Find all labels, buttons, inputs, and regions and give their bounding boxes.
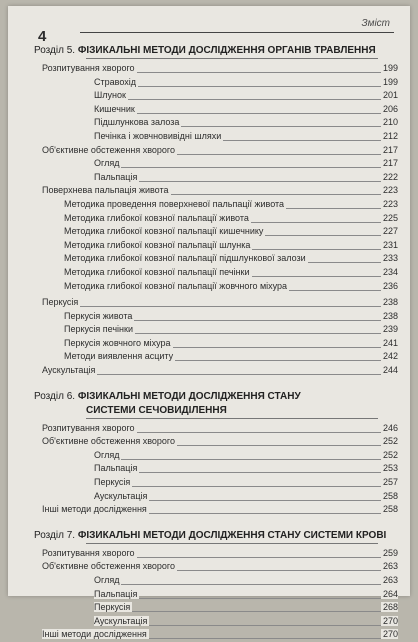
toc-entry bbox=[34, 252, 398, 266]
toc-entry-title: Огляд bbox=[94, 575, 120, 585]
toc-entry bbox=[34, 615, 398, 629]
toc-entry-title: Методика проведення поверхневої пальпації живота bbox=[64, 198, 285, 209]
toc-entry-title: Інші методи дослідження bbox=[42, 504, 147, 515]
toc-entry bbox=[34, 103, 398, 117]
section-heading bbox=[34, 390, 398, 418]
toc-page-number: 212 bbox=[382, 130, 398, 141]
dot-leader bbox=[134, 320, 382, 321]
toc-entry-title: Методика глибокої ковзної пальпації підшлункової залози bbox=[64, 253, 306, 264]
toc-entry bbox=[34, 449, 398, 463]
dot-leader bbox=[139, 181, 382, 182]
section-title: ФІЗИКАЛЬНІ МЕТОДИ ДОСЛІДЖЕННЯ СТАНУ СИСТЕМИ КРОВІ bbox=[77, 529, 387, 541]
toc-page-number: 225 bbox=[382, 212, 398, 223]
toc-entry bbox=[34, 280, 398, 294]
toc-page-number: 199 bbox=[382, 63, 398, 73]
running-title: Зміст bbox=[361, 18, 390, 29]
toc-page-number: 264 bbox=[382, 588, 398, 599]
toc-page-number: 227 bbox=[382, 226, 398, 237]
toc-entry-title: Методика глибокої ковзної пальпації шлунка bbox=[64, 239, 251, 250]
section-label: Розділ 6. bbox=[34, 390, 76, 402]
toc-entry-title: Аускультація bbox=[42, 365, 96, 376]
toc-entry bbox=[34, 225, 398, 239]
toc-entry-title: Аускультація bbox=[94, 490, 148, 501]
toc-page-number: 242 bbox=[382, 351, 398, 362]
toc-entry-title: Методика глибокої ковзної пальпації жовчного міхура bbox=[64, 280, 288, 291]
toc-entry bbox=[34, 296, 398, 310]
toc-entry bbox=[34, 89, 398, 103]
toc-entry-title: Пальпація bbox=[94, 588, 138, 599]
toc-page-number: 258 bbox=[382, 490, 398, 501]
toc-entry-title: Методика глибокої ковзної пальпації печінки bbox=[64, 266, 250, 277]
toc-page-number: 238 bbox=[382, 297, 398, 308]
section-title: ФІЗИКАЛЬНІ МЕТОДИ ДОСЛІДЖЕННЯ ОРГАНІВ ТРАВЛЕННЯ bbox=[77, 45, 376, 56]
toc-page-number: 244 bbox=[382, 365, 398, 376]
toc-entry-title: Кишечник bbox=[94, 103, 135, 114]
toc-page-number: 270 bbox=[382, 615, 398, 626]
toc-page-number: 234 bbox=[382, 266, 398, 277]
toc-entry bbox=[34, 171, 398, 185]
dot-leader bbox=[149, 500, 382, 501]
toc-entry bbox=[34, 62, 398, 76]
dot-leader bbox=[251, 222, 382, 223]
dot-leader bbox=[149, 513, 382, 514]
dot-leader bbox=[177, 445, 382, 446]
toc-entry bbox=[34, 212, 398, 226]
toc-page-number: 270 bbox=[382, 629, 398, 640]
toc-page-number: 223 bbox=[382, 198, 398, 209]
toc-page-number: 210 bbox=[382, 117, 398, 128]
toc-page-number: 246 bbox=[382, 422, 398, 433]
dot-leader bbox=[223, 140, 382, 141]
toc-page-number: 258 bbox=[382, 504, 398, 515]
dot-leader bbox=[149, 638, 382, 639]
toc-entry-title: Огляд bbox=[94, 449, 120, 460]
section-underline bbox=[86, 543, 378, 544]
toc-page-number: 223 bbox=[382, 185, 398, 196]
toc-entry-title: Перкусія жовчного міхура bbox=[64, 337, 171, 348]
toc-page-number: 231 bbox=[382, 239, 398, 250]
toc-entry-title: Аускультація bbox=[94, 615, 148, 626]
toc-entry-title: Перкусія живота bbox=[64, 310, 133, 321]
toc-entry-title: Інші методи дослідження bbox=[42, 629, 147, 640]
toc-entry-title: Методика глибокої ковзної пальпації живота bbox=[64, 212, 249, 223]
toc-page-number: 252 bbox=[382, 436, 398, 447]
toc-entry bbox=[34, 364, 398, 378]
toc-entry bbox=[34, 574, 398, 588]
toc-entry-title: Розпитування хворого bbox=[42, 547, 135, 558]
toc-page-number: 217 bbox=[382, 144, 398, 155]
header-rule bbox=[80, 32, 394, 33]
toc-entry bbox=[34, 337, 398, 351]
toc-page-number: 268 bbox=[382, 602, 398, 613]
dot-leader bbox=[265, 235, 382, 236]
toc-entry-title: Перкусія bbox=[42, 297, 79, 308]
dot-leader bbox=[286, 208, 382, 209]
dot-leader bbox=[135, 333, 382, 334]
section-title-continued: СИСТЕМИ СЕЧОВИДІЛЕННЯ bbox=[86, 404, 227, 416]
dot-leader bbox=[171, 194, 382, 195]
toc-page-number: 199 bbox=[382, 76, 398, 87]
toc-entry-title: Об'єктивне обстеження хворого bbox=[42, 144, 176, 155]
toc-page-number: 222 bbox=[382, 171, 398, 182]
dot-leader bbox=[252, 276, 382, 277]
dot-leader bbox=[97, 374, 382, 375]
section-underline bbox=[86, 418, 378, 419]
toc-entry bbox=[34, 560, 398, 574]
toc-page-number: 241 bbox=[382, 337, 398, 348]
toc-page-number: 233 bbox=[382, 253, 398, 264]
dot-leader bbox=[137, 113, 382, 114]
dot-leader bbox=[252, 249, 382, 250]
toc-entry-title: Підшлункова залоза bbox=[94, 117, 180, 128]
dot-leader bbox=[128, 99, 382, 100]
toc-entry bbox=[34, 490, 398, 504]
toc-entry-title: Об'єктивне обстеження хворого bbox=[42, 561, 176, 572]
dot-leader bbox=[181, 126, 382, 127]
dot-leader bbox=[121, 167, 382, 168]
toc-entry-title: Перкусія bbox=[94, 602, 131, 613]
section-label: Розділ 5. bbox=[34, 45, 76, 56]
toc-entry-title: Огляд bbox=[94, 158, 120, 169]
toc-entry-title: Печінка і жовчновивідні шляхи bbox=[94, 130, 222, 141]
section-heading bbox=[34, 529, 398, 543]
dot-leader bbox=[139, 598, 382, 599]
toc-page-number: 206 bbox=[382, 103, 398, 114]
toc-page-number: 259 bbox=[382, 547, 398, 558]
toc-entry bbox=[34, 547, 398, 561]
toc-entry-title: Методи виявлення асциту bbox=[64, 351, 174, 362]
toc-entry bbox=[34, 601, 398, 615]
toc-entry bbox=[34, 144, 398, 158]
dot-leader bbox=[80, 306, 382, 307]
dot-leader bbox=[175, 360, 382, 361]
dot-leader bbox=[149, 625, 382, 626]
toc-page-number: 238 bbox=[382, 310, 398, 321]
section-label: Розділ 7. bbox=[34, 529, 76, 541]
dot-leader bbox=[177, 154, 382, 155]
dot-leader bbox=[173, 347, 382, 348]
page-header bbox=[8, 6, 410, 44]
toc-entry bbox=[34, 422, 398, 436]
toc-entry-title: Стравохід bbox=[94, 76, 136, 87]
section-title: ФІЗИКАЛЬНІ МЕТОДИ ДОСЛІДЖЕННЯ СТАНУ bbox=[77, 390, 301, 402]
toc-entry-title: Методика глибокої ковзної пальпації кишечнику bbox=[64, 226, 264, 237]
dot-leader bbox=[132, 611, 382, 612]
toc-entry bbox=[34, 239, 398, 253]
dot-leader bbox=[132, 486, 382, 487]
toc-page-number: 217 bbox=[382, 158, 398, 169]
toc-entry bbox=[34, 198, 398, 212]
dot-leader bbox=[137, 557, 382, 558]
toc-entry-title: Шлунок bbox=[94, 90, 126, 101]
toc-entry bbox=[34, 266, 398, 280]
toc-page-number: 253 bbox=[382, 463, 398, 474]
toc-entry bbox=[34, 588, 398, 602]
book-page bbox=[8, 6, 410, 640]
toc-page-number: 263 bbox=[382, 561, 398, 572]
toc-entry bbox=[34, 435, 398, 449]
table-of-contents bbox=[34, 44, 398, 642]
toc-entry-title: Перкусія печінки bbox=[64, 324, 133, 335]
toc-entry-title: Розпитування хворого bbox=[42, 422, 135, 433]
toc-entry bbox=[34, 76, 398, 90]
toc-entry bbox=[34, 503, 398, 517]
toc-page-number: 201 bbox=[382, 90, 398, 101]
toc-entry bbox=[34, 628, 398, 642]
dot-leader bbox=[138, 86, 382, 87]
dot-leader bbox=[139, 472, 382, 473]
dot-leader bbox=[289, 290, 382, 291]
toc-entry-title: Пальпація bbox=[94, 171, 138, 182]
toc-page-number: 236 bbox=[382, 280, 398, 291]
dot-leader bbox=[137, 72, 382, 73]
section-heading bbox=[34, 44, 398, 58]
toc-entry bbox=[34, 184, 398, 198]
dot-leader bbox=[177, 570, 382, 571]
page-number: 4 bbox=[38, 28, 47, 45]
toc-page-number: 257 bbox=[382, 477, 398, 488]
toc-entry-title: Об'єктивне обстеження хворого bbox=[42, 436, 176, 447]
section-underline bbox=[86, 58, 378, 59]
toc-entry bbox=[34, 476, 398, 490]
dot-leader bbox=[121, 584, 382, 585]
toc-entry bbox=[34, 350, 398, 364]
dot-leader bbox=[121, 459, 382, 460]
toc-entry-title: Пальпація bbox=[94, 463, 138, 474]
toc-entry-title: Поверхнева пальпація живота bbox=[42, 185, 169, 196]
toc-entry bbox=[34, 310, 398, 324]
toc-entry bbox=[34, 323, 398, 337]
toc-page-number: 252 bbox=[382, 449, 398, 460]
toc-entry bbox=[34, 116, 398, 130]
dot-leader bbox=[137, 432, 382, 433]
toc-entry bbox=[34, 462, 398, 476]
toc-entry-title: Перкусія bbox=[94, 477, 131, 488]
toc-page-number: 239 bbox=[382, 324, 398, 335]
toc-entry bbox=[34, 130, 398, 144]
toc-entry-title: Розпитування хворого bbox=[42, 63, 135, 73]
toc-page-number: 263 bbox=[382, 575, 398, 585]
toc-entry bbox=[34, 157, 398, 171]
dot-leader bbox=[308, 262, 382, 263]
